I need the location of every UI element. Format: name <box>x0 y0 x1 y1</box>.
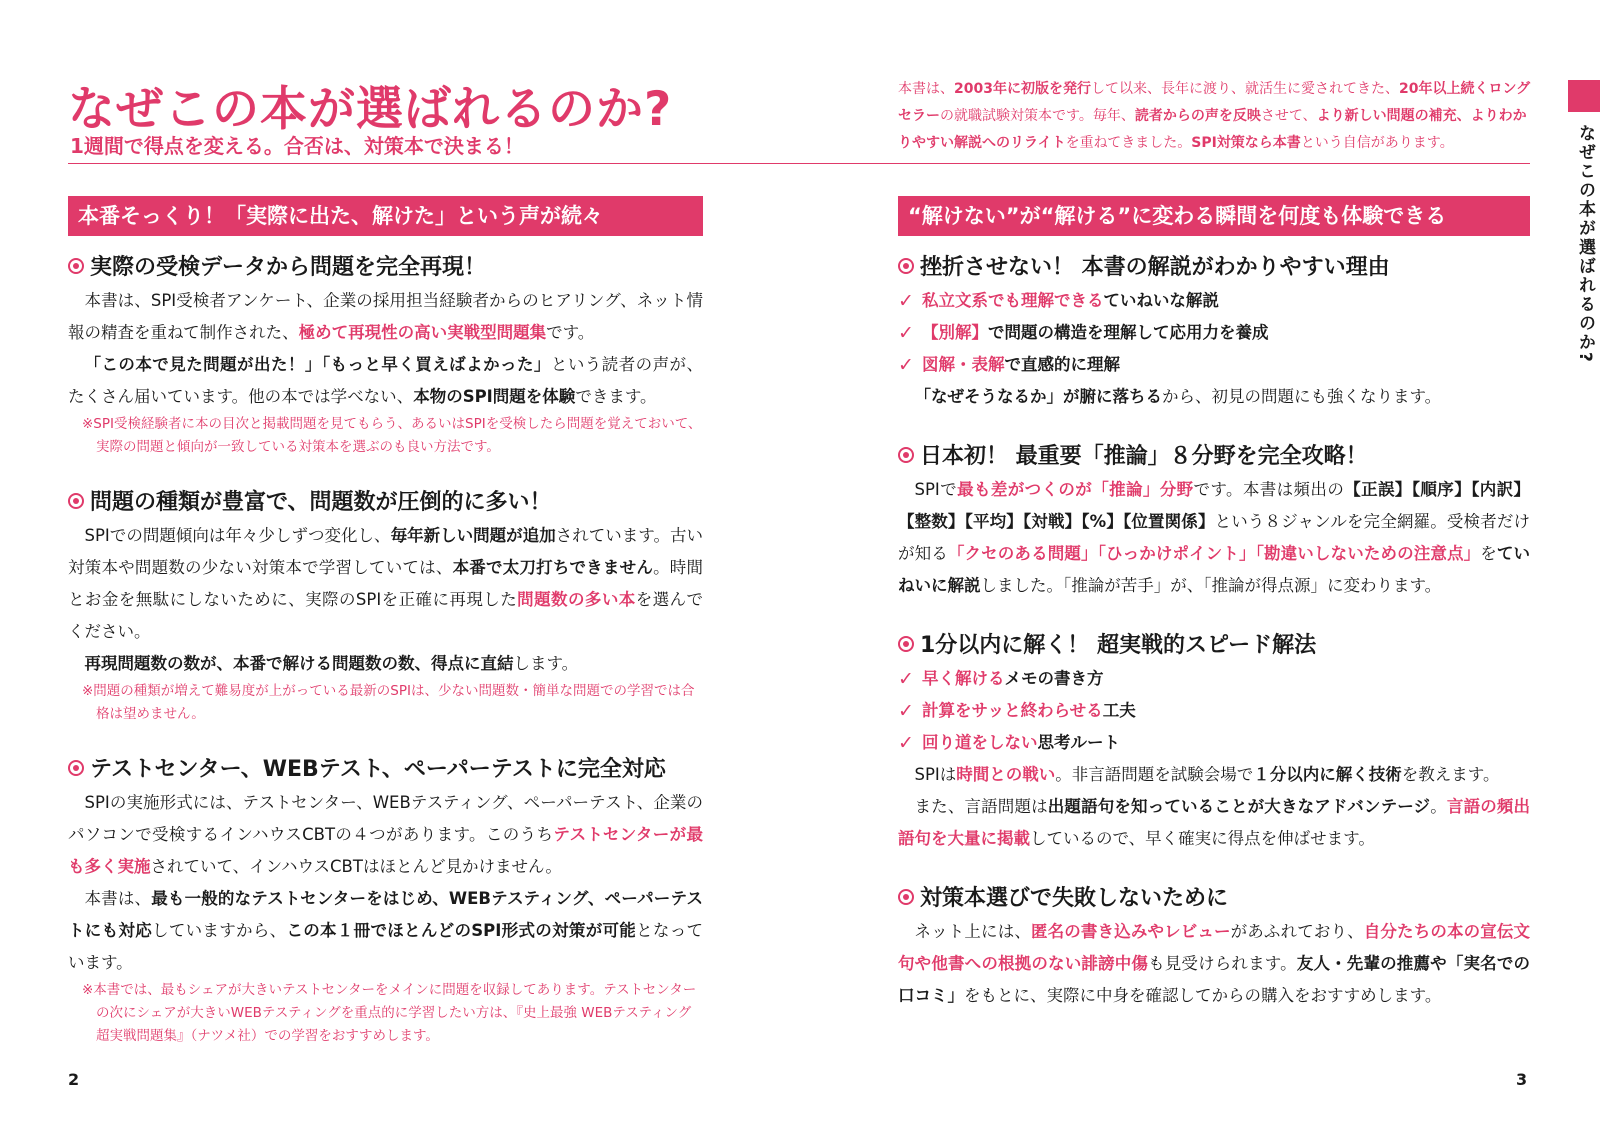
body-paragraph <box>68 787 703 883</box>
emphasis-text: 出題語句を知っていることが大きなアドバンテージ <box>1047 797 1431 816</box>
body-text: を選んでください。 <box>68 590 704 641</box>
body-text: していますから、 <box>152 921 287 940</box>
page-number-right: 3 <box>1516 1070 1528 1089</box>
checkmark-icon: ✓ <box>898 354 914 376</box>
emphasis-text: 20年以上続くロングセラー <box>898 81 1531 124</box>
intro-paragraph <box>898 76 1538 157</box>
emphasis-text: で直感的に理解 <box>1004 355 1120 374</box>
right-banner: “解けない”が“解ける”に変わる瞬間を何度も体験できる <box>898 196 1530 236</box>
check-item-text <box>922 727 1120 759</box>
emphasis-text: 回り道をしない <box>922 733 1038 752</box>
checkmark-icon: ✓ <box>898 290 914 312</box>
page-title: なぜこの本が選ばれるのか? <box>68 82 673 137</box>
section-left-1 <box>68 250 703 459</box>
body-paragraph <box>898 916 1530 1012</box>
check-item-text <box>922 349 1120 381</box>
check-list-item <box>898 317 1530 349</box>
footnote: ※本書では、最もシェアが大きいテストセンターをメインに問題を収録してあります。テストセンターの次にシェアが大きいWEBテスティングを重点的に学習したい方は、『史上最強 WEBテスティング超実戦問題集』（ナツメ社）での学習をおすすめします。 <box>82 982 697 1044</box>
body-text: 。時間とお金を無駄にしないために、実際のSPIを正確に再現した <box>68 558 704 609</box>
body-text: 本書は、SPI受検者アンケート、企業の採用担当経験者からのヒアリング、ネット情報の精査を重ねて制作された、 <box>68 291 703 342</box>
emphasis-text: SPI対策なら本書 <box>1191 135 1301 151</box>
target-bullet-icon <box>898 636 914 652</box>
body-text: から、初見の問題にも強くなります。 <box>1162 387 1442 406</box>
target-bullet-icon <box>68 493 84 509</box>
body-paragraph <box>68 648 703 680</box>
body-paragraph <box>898 791 1530 855</box>
checkmark-icon: ✓ <box>898 668 914 690</box>
emphasis-text: 自分たちの本の宣伝文句や他書への根拠のない誹謗中傷 <box>898 922 1531 973</box>
section-heading <box>68 485 703 516</box>
emphasis-text: して以来、長年に渡り、就活生に愛されてきた、 <box>1090 81 1399 97</box>
body-text: できます。 <box>575 387 657 406</box>
emphasis-text: 早く解ける <box>922 669 1005 688</box>
body-text: ネット上には、 <box>914 922 1031 941</box>
body-text: されていて、インハウスCBTはほとんど見かけません。 <box>150 857 562 876</box>
body-text: SPIでの問題傾向は年々少しずつ変化し、 <box>84 526 391 545</box>
emphasis-text: 時間との戦い <box>956 765 1056 784</box>
section-heading-text: 挫折させない！ 本書の解説がわかりやすい理由 <box>920 255 1390 280</box>
body-text: されています。古い対策本や問題数の少ない対策本で学習していては、 <box>68 526 704 577</box>
emphasis-text: の就職試験対策本です。毎年、 <box>940 108 1135 124</box>
emphasis-text: 再現問題数の数が、本番で解ける問題数の数、得点に直結 <box>84 654 514 673</box>
emphasis-text: 「クセのある問題」「ひっかけポイント」「勘違いしないための注意点」 <box>947 544 1481 563</box>
body-text: です。本書は頻出の <box>1193 480 1345 499</box>
body-paragraph <box>68 349 703 413</box>
body-text: 。非言語問題を試験会場で <box>1055 765 1254 784</box>
emphasis-text: 本番で太刀打ちできません <box>452 558 654 577</box>
right-sections <box>898 250 1530 1012</box>
target-bullet-icon <box>898 447 914 463</box>
body-text: SPIの実施形式には、テストセンター、WEBテスティング、ペーパーテスト、企業のパソコンで受検するインハウスCBTの４つがあります。このうち <box>68 793 703 844</box>
section-heading-text: 日本初！ 最重要「推論」８分野を完全攻略！ <box>920 444 1368 469</box>
target-bullet-icon <box>898 258 914 274</box>
body-paragraph <box>68 520 703 648</box>
body-text: 本書は、 <box>84 889 152 908</box>
header-divider <box>68 163 1530 164</box>
body-text: また、言語問題は <box>914 797 1048 816</box>
section-heading <box>898 439 1530 470</box>
section-right-3 <box>898 628 1530 855</box>
side-tab-marker <box>1568 80 1600 112</box>
body-text: SPIは <box>914 765 957 784</box>
body-text: も見受けられます。 <box>1148 954 1297 973</box>
body-text: します。 <box>513 654 579 673</box>
body-text: をもとに、実際に中身を確認してからの購入をおすすめします。 <box>964 986 1442 1005</box>
section-heading-text: 実際の受検データから問題を完全再現！ <box>90 255 487 280</box>
check-item-text <box>922 663 1104 695</box>
footnote: ※SPI受検経験者に本の目次と掲載問題を見てもらう、あるいはSPIを受検したら問題を覚えておいて、実際の問題と傾向が一致している対策本を選ぶのも良い方法です。 <box>82 416 702 455</box>
emphasis-text: 読者からの声を反映 <box>1134 108 1261 124</box>
section-heading-text: 問題の種類が豊富で、問題数が圧倒的に多い！ <box>90 490 552 515</box>
check-item-text <box>922 695 1136 727</box>
emphasis-text: より新しい問題の補充、よりわかりやすい解説へのリライト <box>898 108 1527 151</box>
target-bullet-icon <box>898 889 914 905</box>
emphasis-text: 最も差がつくのが「推論」分野 <box>957 480 1194 499</box>
body-text: という８ジャンルを完全網羅。受検者だけが知る <box>898 512 1530 563</box>
body-paragraph <box>898 474 1530 602</box>
checkmark-icon: ✓ <box>898 732 914 754</box>
body-paragraph <box>898 381 1530 413</box>
checkmark-icon: ✓ <box>898 322 914 344</box>
footnote: ※問題の種類が増えて難易度が上がっている最新のSPIは、少ない問題数・簡単な問題での学習では合格は望めません。 <box>82 683 695 722</box>
body-text: となっています。 <box>68 921 704 972</box>
target-bullet-icon <box>68 760 84 776</box>
check-list-item <box>898 349 1530 381</box>
emphasis-text: を重ねてきました。 <box>1065 135 1192 151</box>
section-left-3 <box>68 752 703 1048</box>
check-list <box>898 663 1530 759</box>
section-heading-text: 1分以内に解く！ 超実戦的スピード解法 <box>920 633 1317 658</box>
check-list-item <box>898 663 1530 695</box>
left-column <box>68 196 703 1054</box>
emphasis-text: 「なぜそうなるか」が腑に落ちる <box>914 387 1162 406</box>
emphasis-text: 私立文系でも理解できる <box>922 291 1104 310</box>
section-right-4 <box>898 881 1530 1012</box>
left-banner: 本番そっくり！「実際に出た、解けた」という声が続々 <box>68 196 703 236</box>
emphasis-text: 言語の頻出語句を大量に掲載 <box>898 797 1531 848</box>
emphasis-text: 【正誤】【順序】【内訳】【整数】【平均】【対戦】【%】【位置関係】 <box>898 480 1531 531</box>
body-paragraph <box>68 883 703 979</box>
emphasis-text: 工夫 <box>1102 701 1136 720</box>
emphasis-text: 本書は、 <box>898 81 954 97</box>
page-subtitle: 1週間で得点を変える。合否は、対策本で決まる！ <box>70 134 524 158</box>
emphasis-text: テストセンターが最も多く実施 <box>68 825 704 876</box>
section-heading <box>898 250 1530 281</box>
emphasis-text: という自信があります。 <box>1300 135 1454 151</box>
emphasis-text: 【別解】 <box>922 323 988 342</box>
section-heading-text: テストセンター、WEBテスト、ペーパーテストに完全対応 <box>90 757 666 782</box>
body-text: しているので、早く確実に得点を伸ばせます。 <box>1030 829 1375 848</box>
section-heading-text: 対策本選びで失敗しないために <box>920 886 1229 911</box>
emphasis-text: で問題の構造を理解して応用力を養成 <box>988 323 1269 342</box>
section-right-2 <box>898 439 1530 602</box>
emphasis-text: 最も一般的なテストセンターをはじめ、WEBテスティング、ペーパーテストにも対応 <box>68 889 704 940</box>
right-column <box>898 196 1530 1012</box>
left-sections <box>68 250 703 1048</box>
emphasis-text: 友人・先輩の推薦や「実名での口コミ」 <box>898 954 1530 1005</box>
side-tab-label: なぜこの本が選ばれるのか? <box>1575 124 1595 364</box>
emphasis-text: 極めて再現性の高い実戦型問題集 <box>298 323 547 342</box>
emphasis-text: 2003年に初版を発行 <box>954 81 1091 97</box>
check-list <box>898 285 1530 381</box>
section-heading <box>68 250 703 281</box>
check-list-item <box>898 695 1530 727</box>
body-text: しました。「推論が苦手」が、「推論が得点源」に変わります。 <box>980 576 1442 595</box>
body-text: SPIで <box>914 480 958 499</box>
page-number-left: 2 <box>68 1070 80 1089</box>
emphasis-text: 毎年新しい問題が追加 <box>390 526 556 545</box>
emphasis-text: させて、 <box>1260 108 1317 124</box>
emphasis-text: ていねいに解説 <box>898 544 1531 595</box>
emphasis-text: 図解・表解 <box>922 355 1005 374</box>
section-heading <box>898 881 1530 912</box>
check-list-item <box>898 285 1530 317</box>
emphasis-text: ていねいな解説 <box>1103 291 1219 310</box>
body-text: 。 <box>1430 797 1447 816</box>
check-item-text <box>922 285 1219 317</box>
emphasis-text: メモの書き方 <box>1004 669 1104 688</box>
emphasis-text: 計算をサッと終わらせる <box>922 701 1103 720</box>
target-bullet-icon <box>68 258 84 274</box>
body-text: という読者の声が、たくさん届いています。他の本では学べない、 <box>68 355 704 406</box>
check-list-item <box>898 727 1530 759</box>
body-text: があふれており、 <box>1230 922 1364 941</box>
emphasis-text: 本物のSPI問題を体験 <box>413 387 576 406</box>
emphasis-text: 「この本で見た問題が出た！」「もっと早く買えばよかった」 <box>84 355 551 374</box>
body-paragraph <box>68 285 703 349</box>
emphasis-text: 問題数の多い本 <box>517 590 636 609</box>
body-text: を教えます。 <box>1401 765 1500 784</box>
section-heading <box>68 752 703 783</box>
check-item-text <box>922 317 1269 349</box>
emphasis-text: この本１冊でほとんどのSPI形式の対策が可能 <box>286 921 637 940</box>
body-text: です。 <box>546 323 595 342</box>
section-right-1 <box>898 250 1530 413</box>
emphasis-text: 匿名の書き込みやレビュー <box>1030 922 1231 941</box>
body-text: を <box>1480 544 1497 563</box>
checkmark-icon: ✓ <box>898 700 914 722</box>
emphasis-text: 思考ルート <box>1037 733 1120 752</box>
body-paragraph <box>898 759 1530 791</box>
section-heading <box>898 628 1530 659</box>
emphasis-text: １分以内に解く技術 <box>1253 765 1402 784</box>
section-left-2 <box>68 485 703 726</box>
